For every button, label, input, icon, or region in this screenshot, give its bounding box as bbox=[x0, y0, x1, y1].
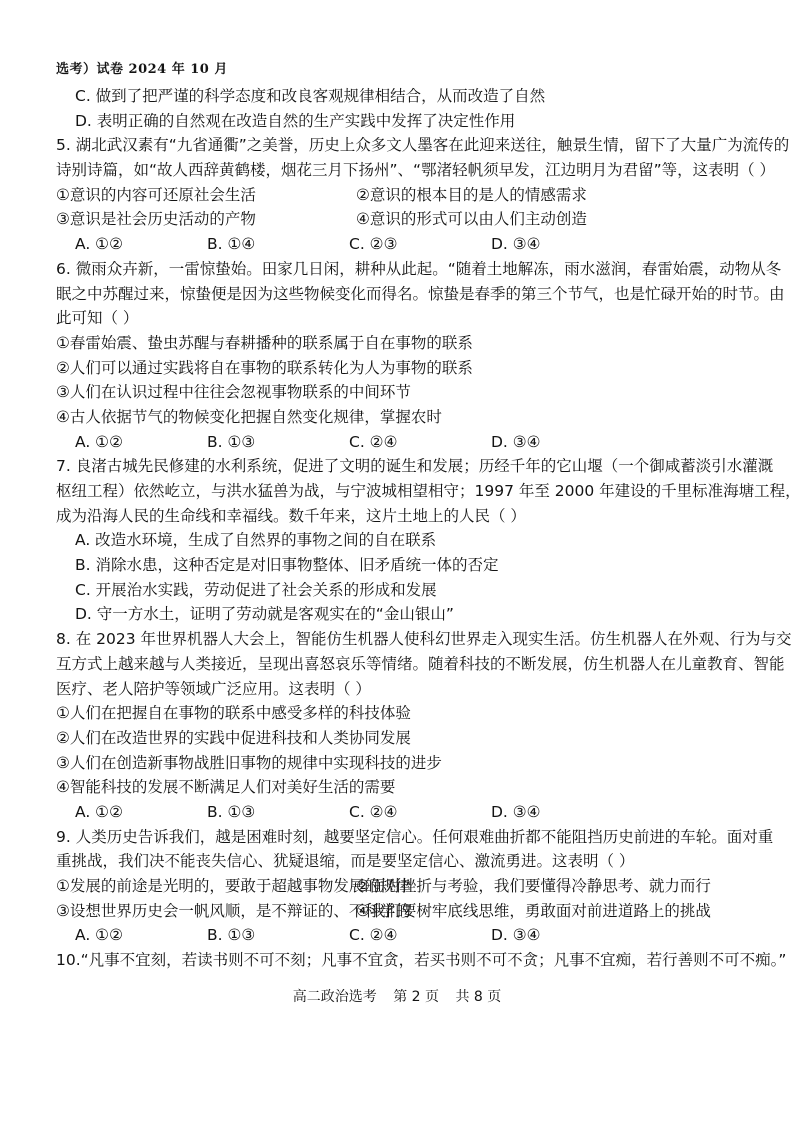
q8-statement-2: ②人们在改造世界的实践中促进科技和人类协同发展 bbox=[56, 728, 411, 747]
q9-statement-3: ③设想世界历史会一帆风顺，是不辩证的、不科学的 bbox=[56, 901, 411, 920]
q9-option-c: C. ②④ bbox=[349, 926, 398, 945]
q5-stem-line1: 5. 湖北武汉素有“九省通衢”之美誉，历史上众多文人墨客在此迎来送往，触景生情，留下了大量广为流传的 bbox=[56, 136, 790, 155]
q5-statement-2: ②意识的根本目的是人的情感需求 bbox=[356, 185, 587, 204]
footer-total-pages: 共 8 页 bbox=[455, 989, 502, 1005]
q9-option-a: A. ①② bbox=[75, 926, 123, 945]
q9-options bbox=[56, 923, 746, 948]
page-header: 选考）试卷 2024 年 10 月 bbox=[56, 62, 228, 77]
question-5 bbox=[56, 133, 790, 256]
q9-statement-4: ④我们要树牢底线思维，勇敢面对前进道路上的挑战 bbox=[356, 901, 711, 920]
q8-statement-4: ④智能科技的发展不断满足人们对美好生活的需要 bbox=[56, 778, 396, 797]
question-8 bbox=[56, 627, 792, 825]
q7-stem-line2: 枢纽工程）依然屹立，与洪水猛兽为战，与宁波城相望相守；1997 年至 2000 年建设的千里标准海塘工程， bbox=[56, 482, 801, 500]
q6-statement-4: ④古人依据节气的物候变化把握自然变化规律，掌握农时 bbox=[56, 407, 442, 426]
prev-option-d: D. 表明正确的自然观在改造自然的生产实践中发挥了决定性作用 bbox=[75, 111, 516, 130]
q8-options bbox=[56, 800, 746, 825]
q8-option-c: C. ②④ bbox=[349, 802, 398, 821]
question-10 bbox=[56, 948, 787, 973]
q6-option-d: D. ③④ bbox=[491, 432, 541, 451]
q5-options bbox=[56, 232, 746, 257]
q9-statements bbox=[56, 874, 746, 923]
q7-option-c: C. 开展治水实践，劳动促进了社会关系的形成和发展 bbox=[75, 580, 437, 599]
q5-statements bbox=[56, 183, 746, 232]
q8-option-d: D. ③④ bbox=[491, 802, 541, 821]
footer-page-number: 第 2 页 bbox=[393, 989, 439, 1005]
q7-stem-line1: 7. 良渚古城先民修建的水利系统，促进了文明的诞生和发展；历经千年的它山堰（一个御咸蓄淡引水灌溉 bbox=[56, 457, 774, 476]
q6-statement-2: ②人们可以通过实践将自在事物的联系转化为人为事物的联系 bbox=[56, 358, 473, 377]
q5-option-b: B. ①④ bbox=[207, 235, 256, 254]
q6-statement-1: ①春雷始震、蛰虫苏醒与春耕播种的联系属于自在事物的联系 bbox=[56, 333, 473, 352]
q8-statement-3: ③人们在创造新事物战胜旧事物的规律中实现科技的进步 bbox=[56, 753, 442, 772]
q10-stem-line1: 10.“凡事不宜刻，若读书则不可不刻；凡事不宜贪，若买书则不可不贪；凡事不宜痴，若行善则不可不痴。” bbox=[56, 951, 787, 970]
q8-stem-line2: 互方式上越来越与人类接近，呈现出喜怒哀乐等情绪。随着科技的不断发展，仿生机器人在儿童教育、智能 bbox=[56, 654, 785, 673]
q6-stem-line3: 此可知（ ） bbox=[56, 309, 139, 328]
q9-option-d: D. ③④ bbox=[491, 926, 541, 945]
q7-option-b: B. 消除水患，这种否定是对旧事物整体、旧矛盾统一体的否定 bbox=[75, 556, 499, 575]
q6-option-a: A. ①② bbox=[75, 432, 123, 451]
q8-option-a: A. ①② bbox=[75, 802, 123, 821]
page-footer bbox=[0, 986, 794, 1006]
q9-stem-line2: 重挑战，我们决不能丧失信心、犹疑退缩，而是要坚定信心、激流勇进。这表明（ ） bbox=[56, 852, 635, 871]
q5-option-d: D. ③④ bbox=[491, 235, 541, 254]
q6-stem-line2: 眠之中苏醒过来，惊蛰便是因为这些物候变化而得名。惊蛰是春季的第三个节气，也是忙碌开始的时节。由 bbox=[56, 284, 785, 303]
q8-stem-line1: 8. 在 2023 年世界机器人大会上，智能仿生机器人使科幻世界走入现实生活。仿生机器人在外观、行为与交 bbox=[56, 630, 792, 649]
q6-option-c: C. ②④ bbox=[349, 432, 398, 451]
q5-statement-1: ①意识的内容可还原社会生活 bbox=[56, 185, 256, 204]
q5-stem-line2: 诗别诗篇，如“故人西辞黄鹤楼，烟花三月下扬州”、“鄂渚轻帆须早发，江边明月为君留”等，这表明（ ） bbox=[56, 161, 776, 180]
q7-stem-line3: 成为沿海人民的生命线和幸福线。数千年来，这片土地上的人民（ ） bbox=[56, 506, 526, 525]
q5-option-c: C. ②③ bbox=[349, 235, 398, 254]
q9-option-b: B. ①③ bbox=[207, 926, 256, 945]
q9-statement-1: ①发展的前途是光明的，要敢于超越事物发展的规律 bbox=[56, 877, 411, 895]
q5-statement-4: ④意识的形式可以由人们主动创造 bbox=[356, 210, 587, 229]
q6-option-b: B. ①③ bbox=[207, 432, 256, 451]
q7-option-d: D. 守一方水土，证明了劳动就是客观实在的“金山银山” bbox=[75, 605, 454, 624]
q7-option-a: A. 改造水环境，生成了自然界的事物之间的自在联系 bbox=[75, 531, 437, 550]
question-9 bbox=[56, 825, 774, 948]
q8-statement-1: ①人们在把握自在事物的联系中感受多样的科技体验 bbox=[56, 704, 411, 723]
q8-option-b: B. ①③ bbox=[207, 802, 256, 821]
q6-stem-line1: 6. 微雨众卉新，一雷惊蛰始。田家几日闲，耕种从此起。“随着土地解冻，雨水滋润，春雷始震，动物从冬 bbox=[56, 259, 782, 278]
footer-subject: 高二政治选考 bbox=[292, 989, 377, 1005]
q8-stem-line3: 医疗、老人陪护等领域广泛应用。这表明（ ） bbox=[56, 679, 371, 698]
q6-options bbox=[56, 430, 746, 455]
question-7 bbox=[56, 454, 801, 627]
q9-stem-line1: 9. 人类历史告诉我们，越是困难时刻，越要坚定信心。任何艰难曲折都不能阻挡历史前进的车轮。面对重 bbox=[56, 827, 774, 846]
q5-statement-3: ③意识是社会历史活动的产物 bbox=[56, 210, 256, 229]
prev-option-c: C. 做到了把严谨的科学态度和改良客观规律相结合，从而改造了自然 bbox=[75, 87, 546, 105]
question-6 bbox=[56, 257, 785, 455]
page-content bbox=[56, 84, 801, 973]
q5-option-a: A. ①② bbox=[75, 235, 123, 254]
q9-statement-2: ②面对挫折与考验，我们要懂得冷静思考、就力而行 bbox=[356, 877, 711, 895]
q6-statement-3: ③人们在认识过程中往往会忽视事物联系的中间环节 bbox=[56, 383, 411, 402]
